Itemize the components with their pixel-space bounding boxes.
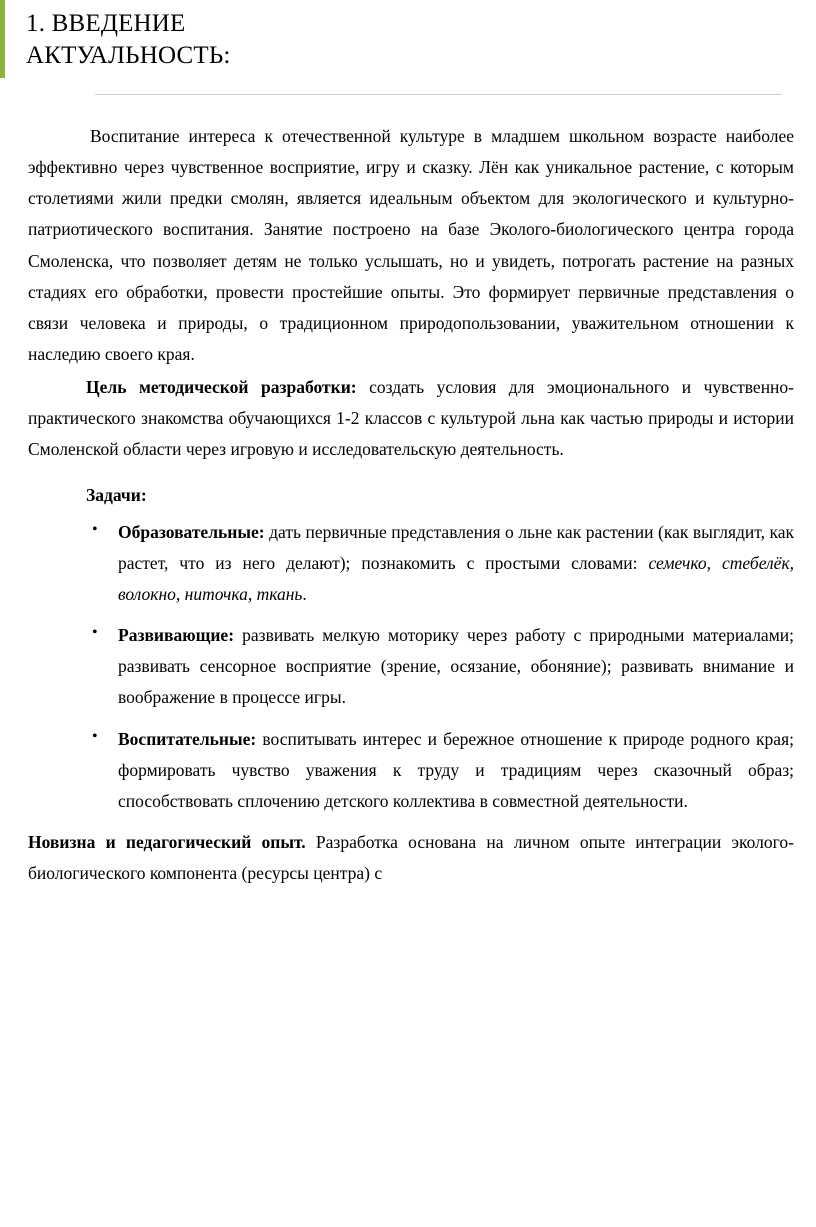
task-text: дать первичные представления о льне как растении (как выглядит, как растет, что из него делают); познакомить с простыми словами: [118, 521, 794, 573]
task-label: Воспитательные: [118, 728, 257, 749]
paragraph-goal [28, 372, 794, 465]
header-divider [95, 94, 782, 95]
document-body [0, 121, 816, 889]
paragraph-novelty [28, 827, 794, 889]
novelty-text: Разработка основана на личном опыте интеграции эколого-биологического компонента (ресурсы центра) с [28, 831, 794, 884]
task-text: воспитывать интерес и бережное отношение к природе родного края; формировать чувство уважения к труду и традициям через сказочный образ; способствовать сплочению детского коллектива в совместной деятельности. [118, 728, 794, 811]
task-text-tail: . [302, 583, 307, 604]
tasks-list [28, 517, 794, 817]
tasks-label: Задачи: [86, 484, 147, 505]
task-terms: семечко, стебелёк, волокно, ниточка, ткань [118, 552, 794, 604]
list-item [90, 517, 794, 610]
goal-text: создать условия для эмоционального и чувственно-практического знакомства обучающихся 1-2 классов с культурой льна как частью природы и истории Смоленской области через игровую и исследовательскую деятельность. [28, 377, 794, 460]
goal-label: Цель методической разработки: [86, 377, 357, 398]
accent-bar [0, 0, 5, 78]
list-item [90, 724, 794, 817]
page-subtitle: АКТУАЛЬНОСТЬ: [26, 42, 231, 69]
paragraph-relevance [28, 121, 794, 370]
list-item [90, 620, 794, 713]
task-label: Развивающие: [118, 625, 235, 646]
page-title: 1. ВВЕДЕНИЕ [26, 10, 186, 37]
novelty-label: Новизна и педагогический опыт. [28, 831, 306, 852]
task-label: Образовательные: [118, 521, 265, 542]
document-header [0, 0, 816, 72]
task-text: развивать мелкую моторику через работу с природными материалами; развивать сенсорное восприятие (зрение, осязание, обоняние); развивать внимание и воображение в процессе игры. [118, 625, 794, 708]
tasks-heading [28, 480, 794, 511]
relevance-text: Воспитание интереса к отечественной культуре в младшем школьном возрасте наиболее эффективно через чувственное восприятие, игру и сказку. Лён как уникальное растение, с которым столетиями жили предки смолян, является идеальным объектом для экологического и культурно-патриотического воспитания. Занятие построено на базе Эколого-биологического центра города Смоленска, что позволяет детям не только услышать, но и увидеть, потрогать растение на разных стадиях его обработки, провести простейшие опыты. Это формирует первичные представления о связи человека и природы, о традиционном природопользовании, уважительном отношении к наследию своего края. [28, 126, 794, 364]
